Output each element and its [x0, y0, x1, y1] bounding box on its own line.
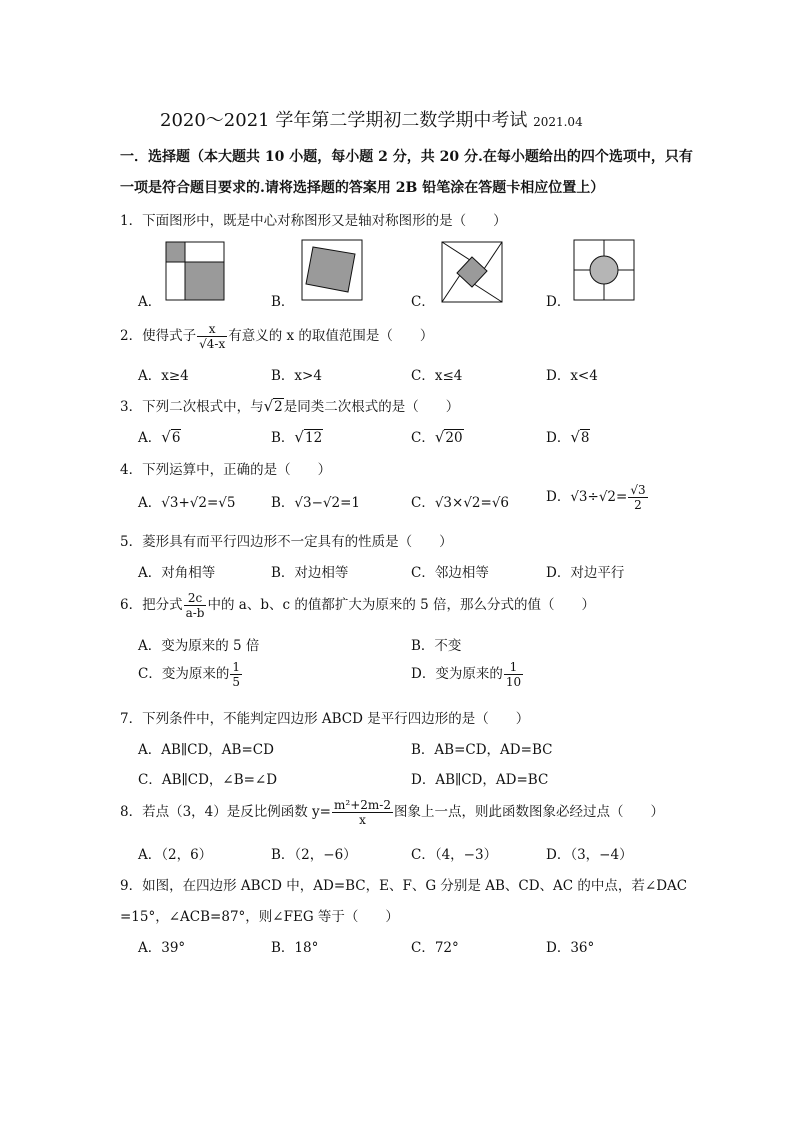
q3-option-c: C．√20 [411, 428, 463, 446]
q8-stem-pre: 8．若点（3，4）是反比例函数 y= [120, 804, 331, 820]
q7-option-c: C．AB∥CD，∠B=∠D [138, 772, 278, 788]
q1-figure-a [165, 241, 225, 303]
q6-option-a: A．变为原来的 5 倍 [138, 638, 260, 654]
question-2-stem [120, 322, 433, 351]
q2-fraction-den: 4-x [206, 337, 226, 351]
q2-option-d: D．x<4 [546, 368, 598, 384]
q2-option-b: B．x>4 [271, 368, 322, 384]
q4-option-b: B．√3−√2=1 [271, 495, 361, 511]
q1-option-d: D． [546, 294, 571, 310]
q9-option-b: B．18° [271, 940, 319, 956]
q3-option-b: B．√12 [271, 428, 323, 446]
q2-stem-post: 有意义的 x 的取值范围是（ ） [228, 328, 434, 344]
q3-radicand: 2 [274, 399, 283, 415]
section-heading-line1: 一．选择题（本大题共 10 小题，每小题 2 分，共 20 分.在每小题给出的四个选项中，只有 [120, 149, 693, 165]
q1-figure-c [441, 241, 503, 303]
question-9-line2: =15°，∠ACB=87°，则∠FEG 等于（ ） [120, 909, 399, 925]
exam-date: 2021.04 [533, 115, 583, 129]
q8-option-c: C．（4，−3） [411, 847, 498, 863]
q6-option-d: D．变为原来的 $\frac{1}{10}$ [411, 660, 522, 689]
q1-option-c: C． [411, 294, 435, 310]
q4-option-c: C．√3×√2=√6 [411, 495, 510, 511]
question-4-stem: 4．下列运算中，正确的是（ ） [120, 462, 332, 478]
question-9-line1: 9．如图，在四边形 ABCD 中，AD=BC，E、F、G 分别是 AB、CD、AC 的中点，若∠DAC [120, 878, 688, 894]
q6-fraction: $\frac{2c}{a-b}$ [185, 591, 205, 620]
question-3-stem: 3．下列二次根式中，与√2是同类二次根式的是（ ） [120, 397, 460, 415]
q8-option-b: B．（2，−6） [271, 847, 357, 863]
question-8-stem [120, 798, 664, 827]
q5-option-c: C．邻边相等 [411, 565, 489, 581]
q8-option-a: A．（2，6） [138, 847, 213, 863]
q1-option-a: A． [138, 294, 162, 310]
question-6-stem [120, 591, 595, 620]
q2-option-a: A．x≥4 [138, 368, 189, 384]
q6-stem-post: 中的 a、b、c 的值都扩大为原来的 5 倍，那么分式的值（ ） [207, 597, 595, 613]
question-7-stem: 7．下列条件中，不能判定四边形 ABCD 是平行四边形的是（ ） [120, 711, 530, 727]
q5-option-b: B．对边相等 [271, 565, 349, 581]
exam-title [160, 106, 583, 132]
q8-fraction: $\frac{\text{m²+2m-2}}{x}$ [334, 798, 391, 827]
exam-title-main: 2020～2021 学年第二学期初二数学期中考试 [160, 110, 528, 131]
q3-option-a: A．√6 [138, 428, 181, 446]
q4-option-d: D．√3÷√2= $\frac{√3}{2}$ [546, 483, 646, 512]
q5-option-a: A．对角相等 [138, 565, 216, 581]
q1-option-b: B． [271, 294, 295, 310]
q8-option-d: D．（3，−4） [546, 847, 633, 863]
q2-fraction-num: x [197, 322, 227, 337]
q7-option-a: A．AB∥CD，AB=CD [138, 742, 274, 758]
q9-option-a: A．39° [138, 940, 186, 956]
question-1-stem: 1．下面图形中，既是中心对称图形又是轴对称图形的是（ ） [120, 213, 507, 229]
q4-option-a: A．√3+√2=√5 [138, 495, 236, 511]
q3-stem-pre: 3．下列二次根式中，与 [120, 399, 264, 415]
q2-stem-pre: 2．使得式子 [120, 328, 197, 344]
q1-figure-d [573, 239, 635, 301]
q7-option-d: D．AB∥CD，AD=BC [411, 772, 549, 788]
q9-option-c: C．72° [411, 940, 459, 956]
q9-option-d: D．36° [546, 940, 595, 956]
question-5-stem: 5．菱形具有而平行四边形不一定具有的性质是（ ） [120, 534, 453, 550]
q6-option-b: B．不变 [411, 638, 462, 654]
q6-option-c: C．变为原来的 $\frac{1}{5}$ [138, 660, 240, 689]
section-heading-line2: 一项是符合题目要求的.请将选择题的答案用 2B 铅笔涂在答题卡相应位置上） [120, 180, 605, 196]
q3-stem-post: 是同类二次根式的是（ ） [283, 399, 460, 415]
q2-fraction: $\frac{x}{√4-x}$ [199, 322, 226, 351]
q3-option-d: D．√8 [546, 428, 590, 446]
q6-stem-pre: 6．把分式 [120, 597, 183, 613]
q5-option-d: D．对边平行 [546, 565, 625, 581]
q8-stem-post: 图象上一点，则此函数图象必经过点（ ） [393, 804, 664, 820]
q7-option-b: B．AB=CD，AD=BC [411, 742, 553, 758]
q1-figure-b [301, 239, 363, 301]
q2-option-c: C．x≤4 [411, 368, 463, 384]
